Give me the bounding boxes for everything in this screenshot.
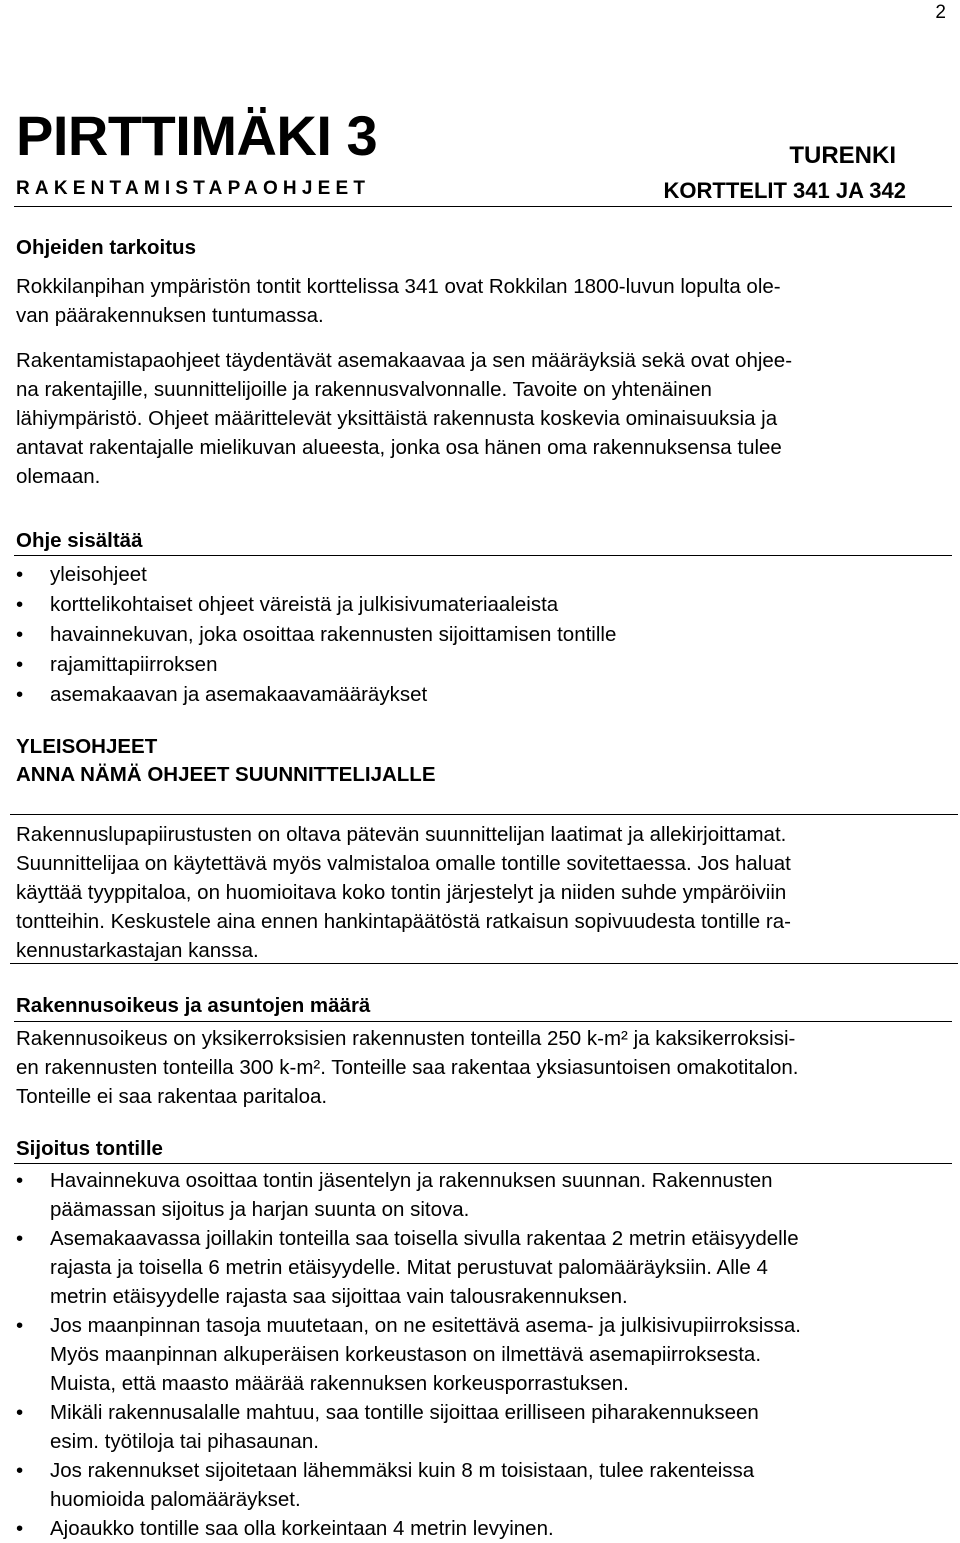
text-line: Suunnittelijaa on käytettävä myös valmistaloa omalle tontille sovitettaessa. Jos haluat (16, 852, 791, 875)
text-line: • Jos maanpinnan tasoja muutetaan, on ne esitettävä asema- ja julkisivupiirroksissa. (50, 1314, 801, 1337)
document-subtitle: RAKENTAMISTAPAOHJEET (16, 178, 371, 199)
text-line: Muista, että maasto määrää rakennuksen korkeusporrastuksen. (50, 1372, 629, 1395)
text-line: • Ajoaukko tontille saa olla korkeintaan 4 metrin levyinen. (50, 1517, 554, 1540)
purpose-heading: Ohjeiden tarkoitus (16, 236, 196, 259)
text-line: • Asemakaavassa joillakin tonteilla saa toisella sivulla rakentaa 2 metrin etäisyydelle (50, 1227, 799, 1250)
list-item: • asemakaavan ja asemakaavamääräykset (16, 680, 944, 710)
list-item (16, 1224, 944, 1311)
list-item: • rajamittapiirroksen (16, 650, 944, 680)
text-line: rajasta ja toisella 6 metrin etäisyydelle. Mitat perustuvat palomääräyksiin. Alle 4 (50, 1256, 768, 1279)
header-divider (14, 206, 952, 207)
block-numbers: KORTTELIT 341 JA 342 (663, 178, 906, 203)
text-line: van päärakennuksen tuntumassa. (16, 304, 324, 327)
document-title: PIRTTIMÄKI 3 (16, 104, 378, 167)
contents-heading: Ohje sisältää (16, 529, 143, 552)
building-rights-underline (14, 1021, 952, 1022)
text-line: na rakentajille, suunnittelijoille ja rakennusvalvonnalle. Tavoite on yhtenäinen (16, 378, 712, 401)
list-item (16, 1398, 944, 1456)
list-item (16, 1311, 944, 1398)
text-line: lähiympäristö. Ohjeet määrittelevät yksittäistä rakennusta koskevia ominaisuuksia ja (16, 407, 778, 430)
text-line: käyttää tyyppitaloa, on huomioitava koko tontin järjestelyt ja niiden suhde ympäröiviin (16, 881, 787, 904)
placement-list (16, 1166, 944, 1543)
text-line: Rakennuslupapiirustusten on oltava pätevän suunnittelijan laatimat ja allekirjoittamat. (16, 823, 787, 846)
text-line: Myös maanpinnan alkuperäisen korkeustason on ilmettävä asemapiirroksesta. (50, 1343, 762, 1366)
text-line: Rakennusoikeus on yksikerroksisien rakennusten tonteilla 250 k-m² ja kaksikerroksisi- (16, 1027, 796, 1050)
list-item (16, 1456, 944, 1514)
list-item (16, 1166, 944, 1224)
text-line: antavat rakentajalle mielikuvan alueesta, jonka osa hänen oma rakennuksensa tulee (16, 436, 782, 459)
text-line: esim. työtiloja tai pihasaunan. (50, 1430, 319, 1453)
list-item: • havainnekuvan, joka osoittaa rakennusten sijoittamisen tontille (16, 620, 944, 650)
page-number: 2 (935, 2, 946, 23)
purpose-paragraph-1 (16, 272, 944, 330)
contents-list (16, 560, 944, 710)
building-rights-text (16, 1024, 944, 1111)
contents-heading-underline (14, 555, 952, 556)
text-line: en rakennusten tonteilla 300 k-m². Tonteille saa rakentaa yksiasuntoisen omakotitalon. (16, 1056, 799, 1079)
list-item: • yleisohjeet (16, 560, 944, 590)
designer-notice-heading: ANNA NÄMÄ OHJEET SUUNNITTELIJALLE (16, 763, 436, 786)
placement-underline (14, 1163, 952, 1164)
text-line: huomioida palomääräykset. (50, 1488, 301, 1511)
text-line: • Mikäli rakennusalalle mahtuu, saa tontille sijoittaa erilliseen piharakennukseen (50, 1401, 759, 1424)
text-line: päämassan sijoitus ja harjan suunta on sitova. (50, 1198, 470, 1221)
text-line: Rakentamistapaohjeet täydentävät asemakaavaa ja sen määräyksiä sekä ovat ohjee- (16, 349, 793, 372)
text-line: kennustarkastajan kanssa. (16, 939, 259, 962)
general-heading: YLEISOHJEET (16, 735, 158, 758)
text-line: metrin etäisyydelle rajasta saa sijoittaa vain talousrakennuksen. (50, 1285, 628, 1308)
list-item: • korttelikohtaiset ohjeet väreistä ja julkisivumateriaaleista (16, 590, 944, 620)
placement-heading: Sijoitus tontille (16, 1137, 163, 1160)
text-line: Rokkilanpihan ympäristön tontit korttelissa 341 ovat Rokkilan 1800-luvun lopulta ole- (16, 275, 781, 298)
text-line: olemaan. (16, 465, 101, 488)
text-line: • Havainnekuva osoittaa tontin jäsentelyn ja rakennuksen suunnan. Rakennusten (50, 1169, 773, 1192)
building-rights-heading: Rakennusoikeus ja asuntojen määrä (16, 994, 371, 1017)
purpose-paragraph-2 (16, 346, 944, 491)
text-line: Tonteille ei saa rakentaa paritaloa. (16, 1085, 328, 1108)
text-line: • Jos rakennukset sijoitetaan lähemmäksi kuin 8 m toisistaan, tulee rakenteissa (50, 1459, 755, 1482)
town-name: TURENKI (789, 142, 896, 169)
text-line: tontteihin. Keskustele aina ennen hankintapäätöstä ratkaisun sopivuudesta tontille ra- (16, 910, 791, 933)
designer-notice-text (16, 820, 944, 965)
